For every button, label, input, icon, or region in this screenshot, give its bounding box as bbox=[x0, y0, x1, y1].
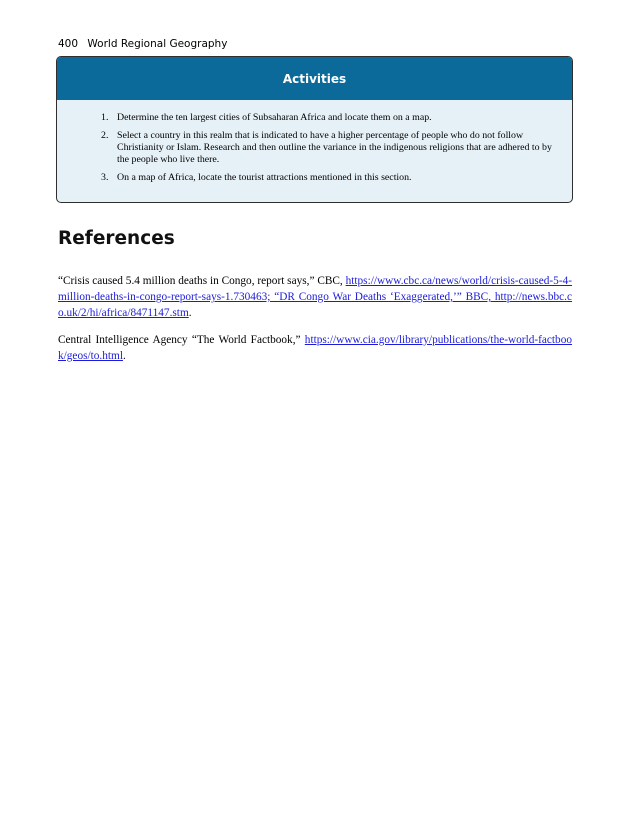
activity-item bbox=[101, 112, 558, 124]
references-heading: References bbox=[58, 228, 175, 249]
book-title: World Regional Geography bbox=[87, 38, 228, 50]
page-number: 400 bbox=[58, 38, 79, 50]
activity-text: On a map of Africa, locate the tourist attractions mentioned in this section. bbox=[117, 171, 412, 183]
reference-1-link[interactable]: https://www.cbc.ca/news/world/crisis-caused-5-4-million-deaths-in-congo-report-says-1.730463; “DR Congo War Deaths ‘Exaggerated,’” BBC, http://news.bbc.co.uk/2/hi/africa/8471147.stm bbox=[58, 275, 572, 319]
activity-number: 3. bbox=[101, 171, 109, 183]
reference-1-tail: . bbox=[188, 307, 192, 319]
activity-text: Select a country in this realm that is indicated to have a higher percentage of people who do not follow Christianity or Islam. Research and then outline the variance in the indigenous religions that are adhered to by the people who live there. bbox=[117, 129, 552, 166]
reference-2-tail: . bbox=[122, 350, 126, 362]
activities-list bbox=[57, 100, 572, 184]
reference-entry-2 bbox=[58, 332, 572, 364]
reference-2-text: Central Intelligence Agency “The World Factbook,” bbox=[58, 334, 305, 346]
activity-item bbox=[101, 129, 558, 167]
reference-1-text: “Crisis caused 5.4 million deaths in Congo, report says,” CBC, bbox=[58, 275, 346, 287]
activities-header bbox=[57, 57, 572, 100]
activity-item bbox=[101, 171, 558, 184]
activities-box bbox=[56, 56, 573, 203]
reference-2-link[interactable]: https://www.cia.gov/library/publications/the-world-factbook/geos/to.html bbox=[58, 334, 572, 362]
activity-text: Determine the ten largest cities of Subsaharan Africa and locate them on a map. bbox=[117, 112, 432, 123]
activity-number: 2. bbox=[101, 129, 109, 141]
running-header bbox=[58, 38, 227, 50]
activities-title: Activities bbox=[282, 71, 347, 86]
reference-entry-1 bbox=[58, 273, 572, 321]
activity-number: 1. bbox=[101, 112, 109, 123]
